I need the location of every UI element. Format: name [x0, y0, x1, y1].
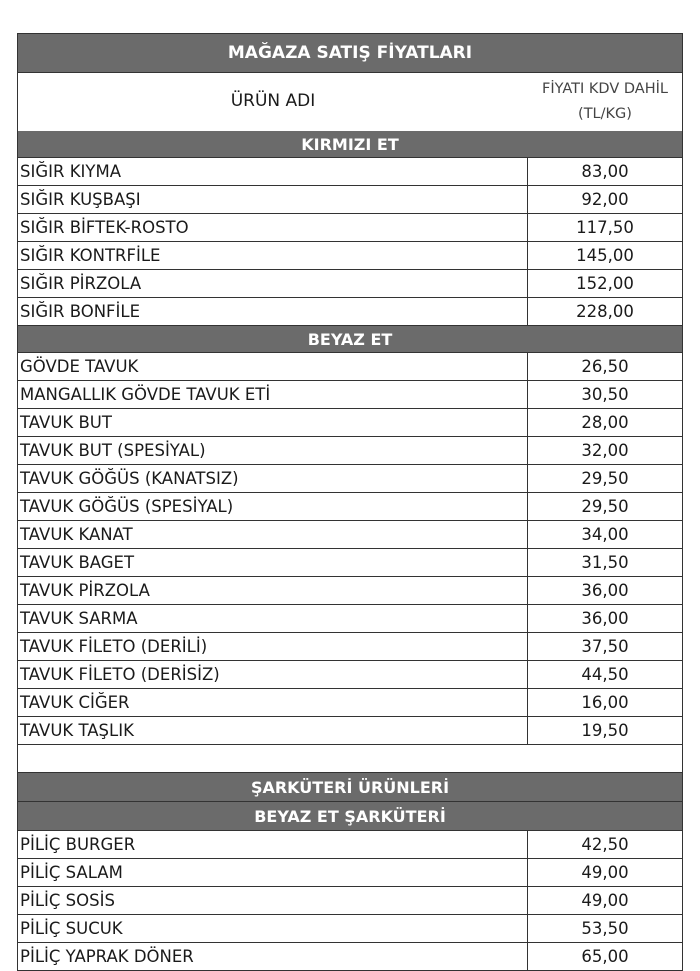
- product-price: 49,00: [581, 863, 629, 882]
- product-price: 29,50: [581, 469, 629, 488]
- product-price: 145,00: [576, 246, 634, 265]
- product-price: 31,50: [581, 553, 629, 572]
- product-name: MANGALLIK GÖVDE TAVUK ETİ: [18, 381, 528, 408]
- product-name: TAVUK GÖĞÜS (SPESİYAL): [18, 493, 528, 520]
- subsection-white-meat-charcuterie: BEYAZ ET ŞARKÜTERİ: [17, 802, 683, 831]
- product-name: TAVUK BUT: [18, 409, 528, 436]
- product-name: TAVUK SARMA: [18, 605, 528, 632]
- table-row: [18, 887, 682, 915]
- product-price: 34,00: [581, 525, 629, 544]
- table-row: [18, 158, 682, 186]
- product-name: SIĞIR PİRZOLA: [18, 270, 528, 297]
- product-price: 29,50: [581, 497, 629, 516]
- product-name: TAVUK CİĞER: [18, 689, 528, 716]
- table-row: [18, 493, 682, 521]
- product-price: 30,50: [581, 385, 629, 404]
- table-row: [18, 661, 682, 689]
- product-price: 36,00: [581, 609, 629, 628]
- product-name: SIĞIR KUŞBAŞI: [18, 186, 528, 213]
- product-name: SIĞIR KONTRFİLE: [18, 242, 528, 269]
- product-name: PİLİÇ YAPRAK DÖNER: [18, 943, 528, 970]
- product-name: TAVUK KANAT: [18, 521, 528, 548]
- section-charcuterie: ŞARKÜTERİ ÜRÜNLERİ: [17, 773, 683, 802]
- product-name: TAVUK BAGET: [18, 549, 528, 576]
- product-name: PİLİÇ SOSİS: [18, 887, 528, 914]
- product-price: 42,50: [581, 835, 629, 854]
- column-price-line2: (TL/KG): [578, 106, 632, 122]
- product-price: 65,00: [581, 947, 629, 966]
- product-price: 37,50: [581, 637, 629, 656]
- product-name: PİLİÇ BURGER: [18, 831, 528, 858]
- product-name: TAVUK BUT (SPESİYAL): [18, 437, 528, 464]
- product-name: SIĞIR BONFİLE: [18, 298, 528, 325]
- section-white-meat: BEYAZ ET: [17, 326, 683, 353]
- empty-row: [17, 745, 683, 773]
- product-price: 44,50: [581, 665, 629, 684]
- table-row: [18, 605, 682, 633]
- product-name: TAVUK FİLETO (DERİSİZ): [18, 661, 528, 688]
- product-name: PİLİÇ SUCUK: [18, 915, 528, 942]
- product-price: 117,50: [576, 218, 634, 237]
- table-row: [18, 521, 682, 549]
- product-price: 228,00: [576, 302, 634, 321]
- table-row: [18, 859, 682, 887]
- section-red-meat: KIRMIZI ET: [17, 131, 683, 158]
- product-price: 26,50: [581, 357, 629, 376]
- product-price: 16,00: [581, 693, 629, 712]
- product-name: PİLİÇ SALAM: [18, 859, 528, 886]
- product-name: SIĞIR BİFTEK-ROSTO: [18, 214, 528, 241]
- table-row: [18, 353, 682, 381]
- table-row: [18, 717, 682, 745]
- column-price-line1: FİYATI KDV DAHİL: [542, 81, 668, 97]
- column-product-name: ÜRÜN ADI: [230, 91, 316, 111]
- table-title: MAĞAZA SATIŞ FİYATLARI: [17, 33, 683, 73]
- table-row: [18, 577, 682, 605]
- table-row: [18, 298, 682, 326]
- product-price: 152,00: [576, 274, 634, 293]
- table-row: [18, 465, 682, 493]
- product-name: SIĞIR KIYMA: [18, 158, 528, 185]
- product-price: 28,00: [581, 413, 629, 432]
- column-price: [528, 73, 682, 131]
- product-name: TAVUK FİLETO (DERİLİ): [18, 633, 528, 660]
- product-name: TAVUK TAŞLIK: [18, 717, 528, 744]
- table-row: [18, 186, 682, 214]
- price-table: [17, 33, 683, 971]
- column-header: [17, 73, 683, 131]
- table-row: [18, 381, 682, 409]
- table-row: [18, 831, 682, 859]
- table-row: [18, 689, 682, 717]
- product-price: 92,00: [581, 190, 629, 209]
- product-name: TAVUK PİRZOLA: [18, 577, 528, 604]
- product-price: 83,00: [581, 162, 629, 181]
- product-price: 53,50: [581, 919, 629, 938]
- white-meat-rows: [17, 353, 683, 745]
- table-row: [18, 633, 682, 661]
- table-row: [18, 943, 682, 971]
- product-price: 19,50: [581, 721, 629, 740]
- product-name: TAVUK GÖĞÜS (KANATSIZ): [18, 465, 528, 492]
- table-row: [18, 437, 682, 465]
- product-price: 32,00: [581, 441, 629, 460]
- red-meat-rows: [17, 158, 683, 326]
- table-row: [18, 214, 682, 242]
- table-row: [18, 270, 682, 298]
- table-row: [18, 549, 682, 577]
- table-row: [18, 409, 682, 437]
- charcuterie-rows: [17, 831, 683, 971]
- table-row: [18, 242, 682, 270]
- product-price: 49,00: [581, 891, 629, 910]
- product-price: 36,00: [581, 581, 629, 600]
- product-name: GÖVDE TAVUK: [18, 353, 528, 380]
- table-row: [18, 915, 682, 943]
